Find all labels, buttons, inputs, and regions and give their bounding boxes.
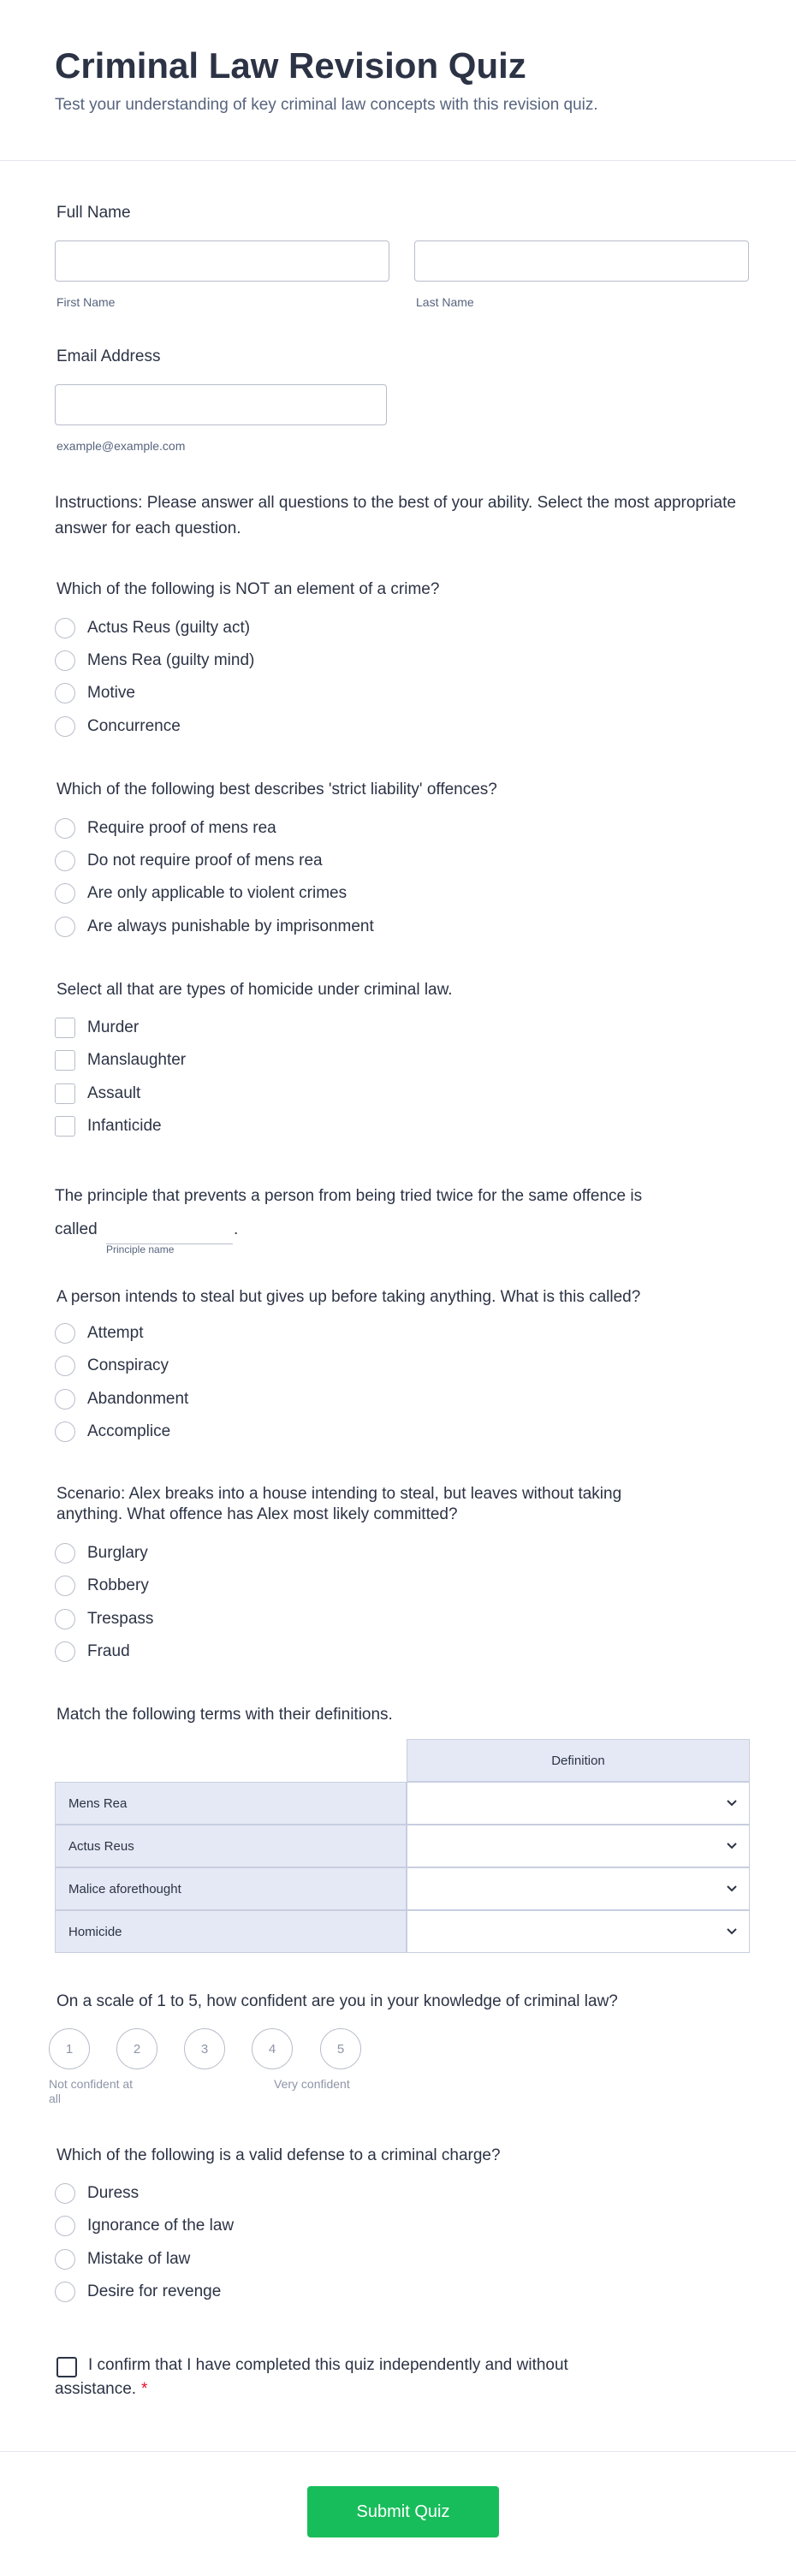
principle-name-input[interactable] [106, 1220, 233, 1244]
q3-label: Select all that are types of homicide under criminal law. [56, 981, 453, 999]
match-matrix [55, 1739, 750, 1953]
q1-option[interactable]: Concurrence [55, 715, 181, 738]
q2-option[interactable]: Are always punishable by imprisonment [55, 916, 374, 938]
q5-option[interactable]: Conspiracy [55, 1355, 169, 1377]
scale-option[interactable]: 1 [49, 2028, 90, 2069]
q3-option[interactable]: Murder [55, 1017, 139, 1039]
confirm-checkbox[interactable] [56, 2357, 77, 2377]
q7-label: Match the following terms with their definitions. [56, 1706, 393, 1724]
matrix-row-label: Actus Reus [55, 1825, 407, 1867]
q1-option[interactable]: Actus Reus (guilty act) [55, 617, 250, 639]
radio-button[interactable] [55, 618, 75, 638]
first-name-input[interactable] [55, 240, 389, 282]
scale-high-label: Very confident [274, 2077, 350, 2091]
email-input[interactable] [55, 384, 387, 425]
checkbox[interactable] [55, 1050, 75, 1071]
checkbox[interactable] [55, 1116, 75, 1137]
q6-label-line2: anything. What offence has Alex most likely committed? [56, 1505, 458, 1523]
radio-button[interactable] [55, 1543, 75, 1564]
page-subtitle: Test your understanding of key criminal law concepts with this revision quiz. [55, 96, 598, 114]
q1-option[interactable]: Mens Rea (guilty mind) [55, 650, 254, 672]
q6-option[interactable]: Trespass [55, 1608, 153, 1630]
instructions-text: Instructions: Please answer all questions to the best of your ability. Select the most appropriate answer for each question. [55, 494, 736, 537]
checkbox[interactable] [55, 1083, 75, 1104]
q6-option[interactable]: Fraud [55, 1641, 130, 1663]
radio-button[interactable] [55, 2282, 75, 2302]
q2-label: Which of the following best describes 'strict liability' offences? [56, 781, 497, 798]
email-sublabel: example@example.com [56, 439, 186, 453]
first-name-sublabel: First Name [56, 295, 116, 309]
radio-button[interactable] [55, 1323, 75, 1344]
scale-option[interactable]: 4 [252, 2028, 293, 2069]
definition-select[interactable] [407, 1825, 750, 1867]
submit-button[interactable]: Submit Quiz [307, 2486, 499, 2537]
matrix-row [55, 1782, 750, 1825]
q3-option[interactable]: Infanticide [55, 1115, 162, 1137]
q9-option[interactable]: Desire for revenge [55, 2281, 221, 2303]
matrix-row [55, 1867, 750, 1910]
scale-low-label-line2: all [49, 2092, 62, 2105]
q4-text-period: . [234, 1220, 239, 1238]
q4-text-line1: The principle that prevents a person from being tried twice for the same offence is [55, 1187, 643, 1205]
q2-option[interactable]: Do not require proof of mens rea [55, 850, 323, 872]
q6-label-line1: Scenario: Alex breaks into a house intending to steal, but leaves without taking [56, 1485, 622, 1503]
q1-label: Which of the following is NOT an element of a crime? [56, 580, 440, 598]
confirm-text-line1: I confirm that I have completed this quiz independently and without [88, 2356, 568, 2374]
email-label: Email Address [56, 347, 161, 365]
q2-option[interactable]: Require proof of mens rea [55, 817, 276, 840]
radio-button[interactable] [55, 1356, 75, 1376]
principle-name-sublabel: Principle name [106, 1243, 175, 1255]
q5-option[interactable]: Accomplice [55, 1421, 170, 1443]
q9-option[interactable]: Ignorance of the law [55, 2215, 234, 2237]
matrix-row-label: Homicide [55, 1910, 407, 1953]
chevron-down-icon [727, 1928, 737, 1935]
radio-button[interactable] [55, 2249, 75, 2270]
matrix-row [55, 1825, 750, 1867]
q9-option[interactable]: Duress [55, 2182, 139, 2205]
definition-select[interactable] [407, 1782, 750, 1825]
radio-button[interactable] [55, 851, 75, 871]
radio-button[interactable] [55, 1641, 75, 1662]
chevron-down-icon [727, 1885, 737, 1892]
scale-option[interactable]: 2 [116, 2028, 157, 2069]
q1-option[interactable]: Motive [55, 682, 135, 704]
radio-button[interactable] [55, 650, 75, 671]
matrix-row-label: Mens Rea [55, 1782, 407, 1825]
radio-button[interactable] [55, 683, 75, 703]
q8-label: On a scale of 1 to 5, how confident are you in your knowledge of criminal law? [56, 1992, 618, 2010]
q4-text-called: called [55, 1220, 98, 1238]
matrix-corner [55, 1739, 407, 1782]
scale-option[interactable]: 3 [184, 2028, 225, 2069]
checkbox[interactable] [55, 1018, 75, 1038]
radio-button[interactable] [55, 883, 75, 904]
radio-button[interactable] [55, 818, 75, 839]
q6-option[interactable]: Burglary [55, 1542, 148, 1564]
definition-select[interactable] [407, 1867, 750, 1910]
q5-label: A person intends to steal but gives up before taking anything. What is this called? [56, 1288, 641, 1306]
chevron-down-icon [727, 1800, 737, 1807]
q9-option[interactable]: Mistake of law [55, 2248, 190, 2270]
q3-option[interactable]: Assault [55, 1083, 140, 1105]
radio-button[interactable] [55, 2216, 75, 2236]
required-asterisk: * [141, 2380, 148, 2398]
radio-button[interactable] [55, 1389, 75, 1410]
q3-option[interactable]: Manslaughter [55, 1049, 186, 1071]
radio-button[interactable] [55, 2183, 75, 2204]
q9-label: Which of the following is a valid defense to a criminal charge? [56, 2146, 501, 2164]
q5-option[interactable]: Abandonment [55, 1388, 188, 1410]
last-name-sublabel: Last Name [416, 295, 474, 309]
q2-option[interactable]: Are only applicable to violent crimes [55, 882, 347, 905]
q5-option[interactable]: Attempt [55, 1322, 143, 1344]
radio-button[interactable] [55, 716, 75, 737]
page-title: Criminal Law Revision Quiz [55, 45, 526, 86]
matrix-row [55, 1910, 750, 1953]
last-name-input[interactable] [414, 240, 749, 282]
scale-option[interactable]: 5 [320, 2028, 361, 2069]
form-header [0, 0, 796, 161]
chevron-down-icon [727, 1843, 737, 1849]
radio-button[interactable] [55, 1609, 75, 1629]
radio-button[interactable] [55, 1576, 75, 1596]
confirm-text-line2: assistance. * [55, 2380, 148, 2398]
radio-button[interactable] [55, 1422, 75, 1442]
full-name-label: Full Name [56, 204, 131, 222]
scale-low-label-line1: Not confident at [49, 2077, 134, 2091]
radio-button[interactable] [55, 917, 75, 937]
definition-select[interactable] [407, 1910, 750, 1953]
matrix-column-header: Definition [407, 1739, 750, 1782]
q6-option[interactable]: Robbery [55, 1575, 149, 1597]
matrix-row-label: Malice aforethought [55, 1867, 407, 1910]
